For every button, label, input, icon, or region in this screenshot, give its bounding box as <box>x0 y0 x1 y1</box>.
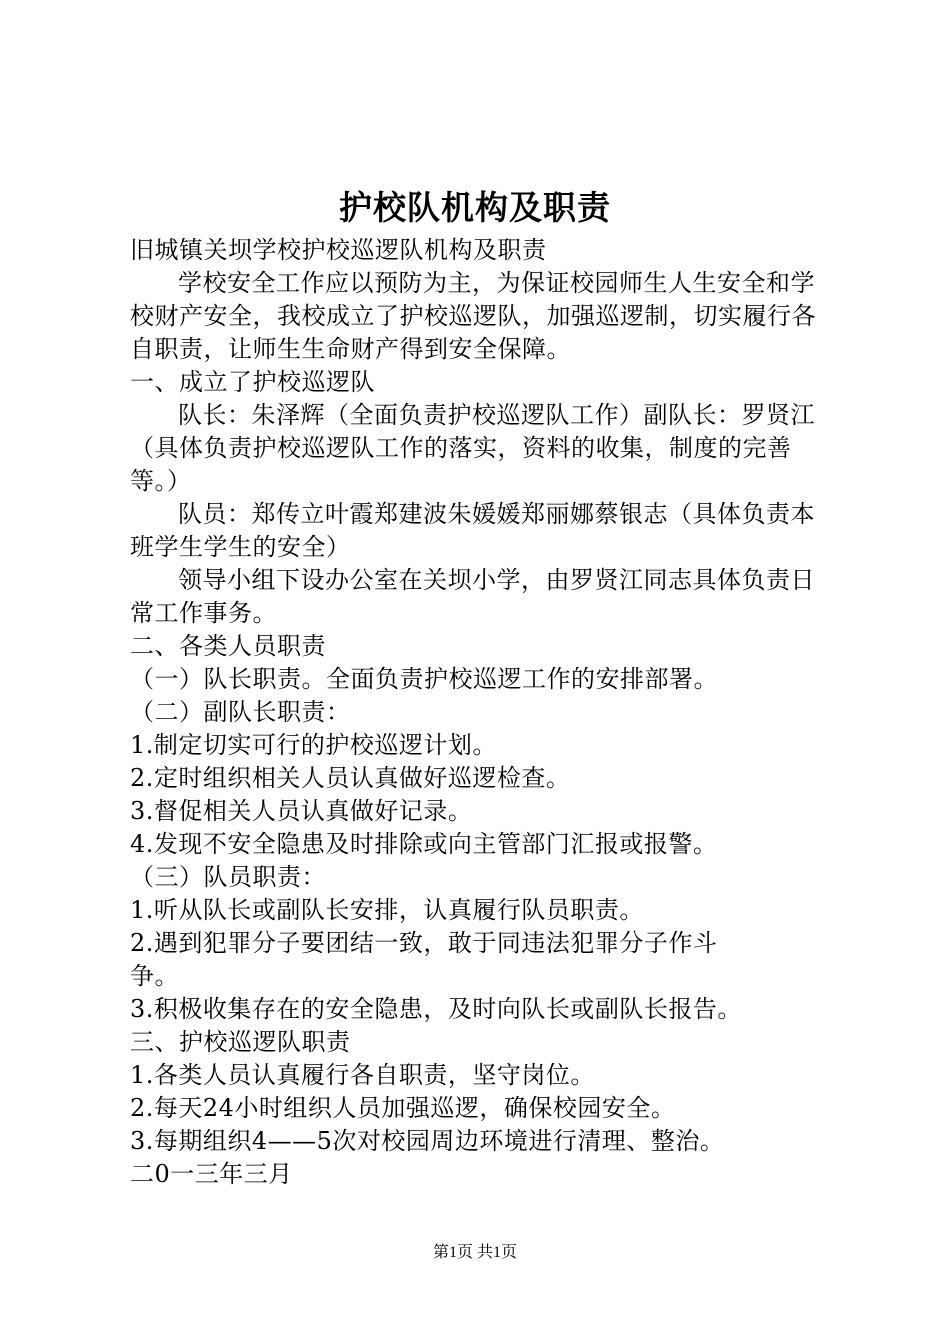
subsection-captain: （一）队长职责。全面负责护校巡逻工作的安排部署。 <box>130 665 718 693</box>
list-item: 4.发现不安全隐患及时排除或向主管部门汇报或报警。 <box>130 830 718 858</box>
list-item: 2.定时组织相关人员认真做好巡逻检查。 <box>130 764 571 792</box>
leaders-paragraph: 队长：朱泽辉（全面负责护校巡逻队工作）副队长：罗贤江（具体负责护校巡逻队工作的落实，资料的收集，制度的完善等。） <box>130 401 815 495</box>
list-item: 3.督促相关人员认真做好记录。 <box>130 797 473 825</box>
list-item: 1.各类人员认真履行各自职责，坚守岗位。 <box>130 1061 595 1089</box>
subsection-members: （三）队员职责： <box>130 863 326 891</box>
page-footer: 第1页 共1页 <box>432 1244 517 1261</box>
list-item: 3.积极收集存在的安全隐患，及时向队长或副队长报告。 <box>130 995 742 1023</box>
office-paragraph: 领导小组下设办公室在关坝小学，由罗贤江同志具体负责日常工作事务。 <box>130 566 815 627</box>
list-item: 2.遇到犯罪分子要团结一致，敢于同违法犯罪分子作斗争。 <box>130 929 718 990</box>
subsection-vice-captain: （二）副队长职责： <box>130 698 351 726</box>
section-heading-1: 一、成立了护校巡逻队 <box>130 368 375 396</box>
intro-paragraph: 学校安全工作应以预防为主，为保证校园师生人生安全和学校财产安全，我校成立了护校巡逻队，加强巡逻制，切实履行各自职责，让师生生命财产得到安全保障。 <box>130 269 816 363</box>
list-item: 1.制定切实可行的护校巡逻计划。 <box>130 731 497 759</box>
list-item: 1.听从队长或副队长安排，认真履行队员职责。 <box>130 896 644 924</box>
document-date: 二0一三年三月 <box>130 1160 293 1188</box>
members-paragraph: 队员：郑传立叶霞郑建波朱媛媛郑丽娜蔡银志（具体负责本班学生学生的安全） <box>130 500 815 561</box>
section-heading-2: 二、各类人员职责 <box>130 632 326 660</box>
list-item: 2.每天24小时组织人员加强巡逻，确保校园安全。 <box>130 1094 676 1122</box>
document-body <box>130 234 830 1191</box>
list-item: 3.每期组织4——5次对校园周边环境进行清理、整治。 <box>130 1127 725 1155</box>
document-title: 护校队机构及职责 <box>339 188 611 227</box>
subtitle-paragraph: 旧城镇关坝学校护校巡逻队机构及职责 <box>130 236 547 264</box>
section-heading-3: 三、护校巡逻队职责 <box>130 1028 351 1056</box>
